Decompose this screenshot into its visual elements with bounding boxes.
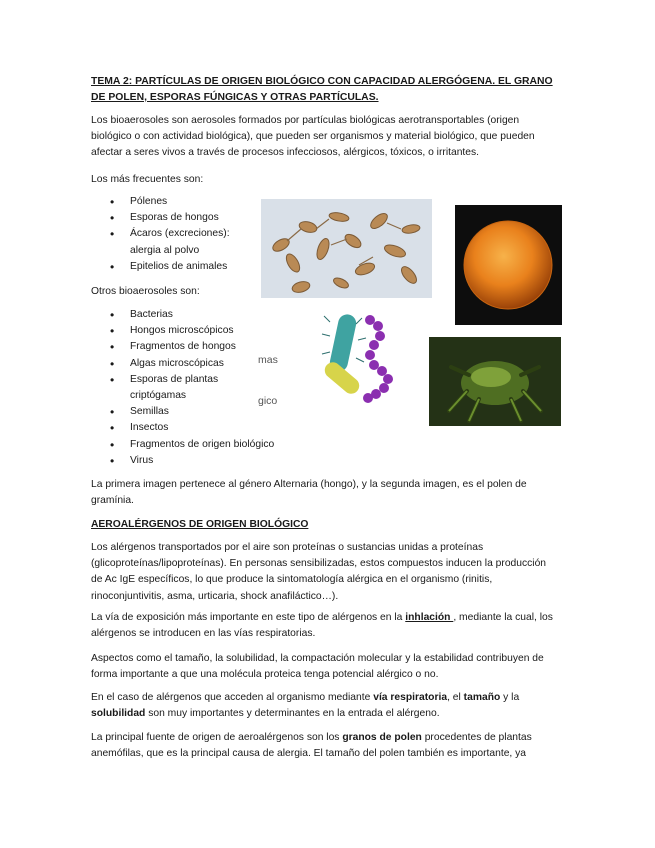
image-caption: La primera imagen pertenece al género Alternaria (hongo), y la segunda imagen, es el polen de gramínia. <box>91 479 527 507</box>
text-span: En el caso de alérgenos que acceden al organismo mediante <box>91 692 374 703</box>
list-item: • Algas microscópicas <box>110 356 290 372</box>
bold-text: tamaño <box>463 692 501 703</box>
other-heading: Otros bioaerosoles son: <box>91 286 200 297</box>
paragraph-pollen <box>91 730 556 762</box>
bold-text: granos de polen <box>342 732 422 743</box>
bold-text: vía respiratoria <box>373 692 448 703</box>
list-item: • Insectos <box>110 420 290 436</box>
paragraph-aspects: Aspectos como el tamaño, la solubilidad, la compactación molecular y la estabilidad contribuyen de forma importante a que una molécula proteica tenga potencial alérgico o no. <box>91 653 544 681</box>
bacteria-virus-image <box>300 308 404 414</box>
dust-mite-image <box>429 337 561 426</box>
list-item: • Semillas <box>110 404 290 420</box>
list-item: • Pólenes <box>110 194 290 210</box>
list-item: • Bacterias <box>110 307 290 323</box>
paragraph-respiratory <box>91 690 556 722</box>
text-span: , el <box>447 692 464 703</box>
list-item: • Epitelios de animales <box>110 259 290 275</box>
text-span: procedentes de plantas anemófilas, que es la principal causa de alergia. El tamaño del polen también es importante, ya <box>91 732 532 760</box>
text-span: La vía de exposición más importante en este tipo de alérgenos en la <box>91 612 406 623</box>
section-title: AEROALÉRGENOS DE ORIGEN BIOLÓGICO <box>91 519 309 530</box>
frequent-heading: Los más frecuentes son: <box>91 174 204 185</box>
alternaria-spores-image <box>261 199 432 298</box>
list-item-continuation: criptógamas <box>130 390 187 402</box>
list-item: • Esporas de plantas <box>110 372 290 388</box>
intro-paragraph: Los bioaerosoles son aerosoles formados por partículas biológicas aerotransportables (origen biológico o con actividad biológica), que pueden ser organismos y material biológico, que pueden afectar a seres vivos a través de procesos infecciosos, alérgicos, tóxicos, o irritantes. <box>91 115 535 159</box>
image-fragment-text: mas <box>258 354 278 366</box>
text-span: , mediante la cual, los alérgenos se introducen en las vías respiratorias. <box>91 612 553 640</box>
bold-text: solubilidad <box>91 708 146 720</box>
text-span: y la <box>500 692 520 703</box>
list-item: • Esporas de hongos <box>110 210 290 226</box>
inhalation-link[interactable]: inhlación <box>405 612 454 623</box>
list-item: • Virus <box>110 453 290 469</box>
list-item-continuation: alergia al polvo <box>130 244 200 256</box>
paragraph-exposure <box>91 610 556 642</box>
list-item: • Hongos microscópicos <box>110 323 290 339</box>
image-fragment-text: gico <box>258 395 278 407</box>
other-list <box>110 307 290 469</box>
list-item: • Ácaros (excreciones): <box>110 226 290 242</box>
pollen-grain-image <box>455 205 562 325</box>
text-span: La principal fuente de origen de aeroalérgenos son los <box>91 732 343 743</box>
text-span: son muy importantes y determinantes en la entrada el alérgeno. <box>145 708 440 720</box>
list-item: • Fragmentos de hongos <box>110 339 290 355</box>
document-title: TEMA 2: PARTÍCULAS DE ORIGEN BIOLÓGICO CON CAPACIDAD ALERGÓGENA. EL GRANO DE POLEN, ESPORAS FÚNGICAS Y OTRAS PARTÍCULAS. <box>91 76 553 103</box>
list-item: • Fragmentos de origen biológico <box>110 437 290 453</box>
paragraph-allergens: Los alérgenos transportados por el aire son proteínas o sustancias unidas a proteínas (glicoproteínas/lipoproteínas). En personas sensibilizadas, estos compuestos inducen la producción de Ac IgE específicos, lo que produce la sintomatología alérgica en el organismo (rinitis, rinoconjuntivitis, asma, urticaria, shock anafiláctico…). <box>91 542 547 602</box>
